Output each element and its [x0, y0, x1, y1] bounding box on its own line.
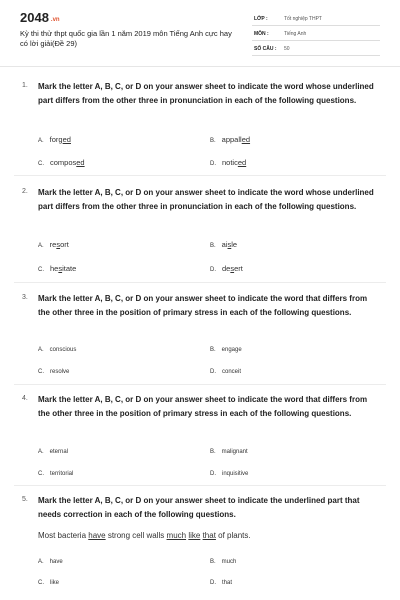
meta-count: [252, 44, 380, 56]
header-divider: [0, 66, 400, 67]
option-c[interactable]: C. composed: [38, 158, 85, 167]
question-divider: [14, 282, 386, 283]
option-c[interactable]: C. hesitate: [38, 264, 77, 273]
option-d[interactable]: D. inquisitive: [210, 471, 249, 477]
option-a[interactable]: A. eternal: [38, 449, 69, 455]
option-a[interactable]: A. have: [38, 559, 63, 565]
underlined-part-a: have: [88, 531, 106, 540]
option-d[interactable]: D. desert: [210, 264, 243, 273]
question-number: 3.: [22, 294, 28, 301]
option-b[interactable]: B. engage: [210, 347, 242, 353]
option-a[interactable]: A. resort: [38, 240, 69, 249]
underlined-part-b: much: [166, 531, 187, 540]
option-d[interactable]: D. that: [210, 580, 233, 586]
question-text: Mark the letter A, B, C, or D on your answer sheet to indicate the word whose underlined part differs from the other three in pronunciation in each of the following questions.: [38, 82, 374, 105]
underlined-part-d: that: [202, 531, 216, 540]
meta-value: 50: [284, 46, 290, 52]
option-d[interactable]: D. noticed: [210, 158, 247, 167]
logo-sup: .vn: [50, 17, 60, 23]
option-c[interactable]: C. territorial: [38, 471, 74, 477]
meta-class: [252, 14, 380, 26]
meta-label: SỐ CÂU :: [254, 46, 277, 52]
question-text: Mark the letter A, B, C, or D on your answer sheet to indicate the word that differs from the other three in the position of primary stress in each of the following questions.: [38, 395, 368, 418]
meta-subject: [252, 29, 380, 41]
document-header: [0, 0, 400, 62]
question-divider: [14, 384, 386, 385]
option-c[interactable]: C. resolve: [38, 369, 70, 375]
option-b[interactable]: B. appalled: [210, 135, 251, 144]
document-title: Kỳ thi thử thpt quốc gia lần 1 năm 2019 môn Tiếng Anh cực hay có lời giải(Đề 29): [20, 29, 232, 48]
question-text: Mark the letter A, B, C, or D on your answer sheet to indicate the underlined part that needs correction in each of the following questions.: [38, 496, 360, 519]
site-logo[interactable]: [20, 10, 60, 25]
question-sentence: Most bacteria have strong cell walls much like that of plants.: [38, 531, 251, 540]
option-a[interactable]: A. conscious: [38, 347, 77, 353]
option-b[interactable]: B. aisle: [210, 240, 238, 249]
meta-value: Tiếng Anh: [284, 31, 307, 37]
question-text: Mark the letter A, B, C, or D on your answer sheet to indicate the word whose underlined part differs from the other three in pronunciation in each of the following questions.: [38, 188, 374, 211]
underlined-part-c: like: [188, 531, 201, 540]
option-b[interactable]: B. malignant: [210, 449, 248, 455]
question-number: 2.: [22, 188, 28, 195]
meta-label: LỚP :: [254, 16, 268, 22]
meta-value: Tốt nghiệp THPT: [284, 16, 322, 22]
option-c[interactable]: C. like: [38, 580, 60, 586]
option-b[interactable]: B. much: [210, 559, 237, 565]
logo-text: 2048: [20, 10, 49, 25]
option-a[interactable]: A. forged: [38, 135, 71, 144]
question-number: 1.: [22, 82, 28, 89]
option-d[interactable]: D. conceit: [210, 369, 242, 375]
question-text: Mark the letter A, B, C, or D on your answer sheet to indicate the word that differs from the other three in the position of primary stress in each of the following questions.: [38, 294, 368, 317]
question-divider: [14, 175, 386, 176]
question-number: 5.: [22, 496, 28, 503]
question-number: 4.: [22, 395, 28, 402]
meta-label: MÔN :: [254, 31, 269, 37]
question-divider: [14, 485, 386, 486]
